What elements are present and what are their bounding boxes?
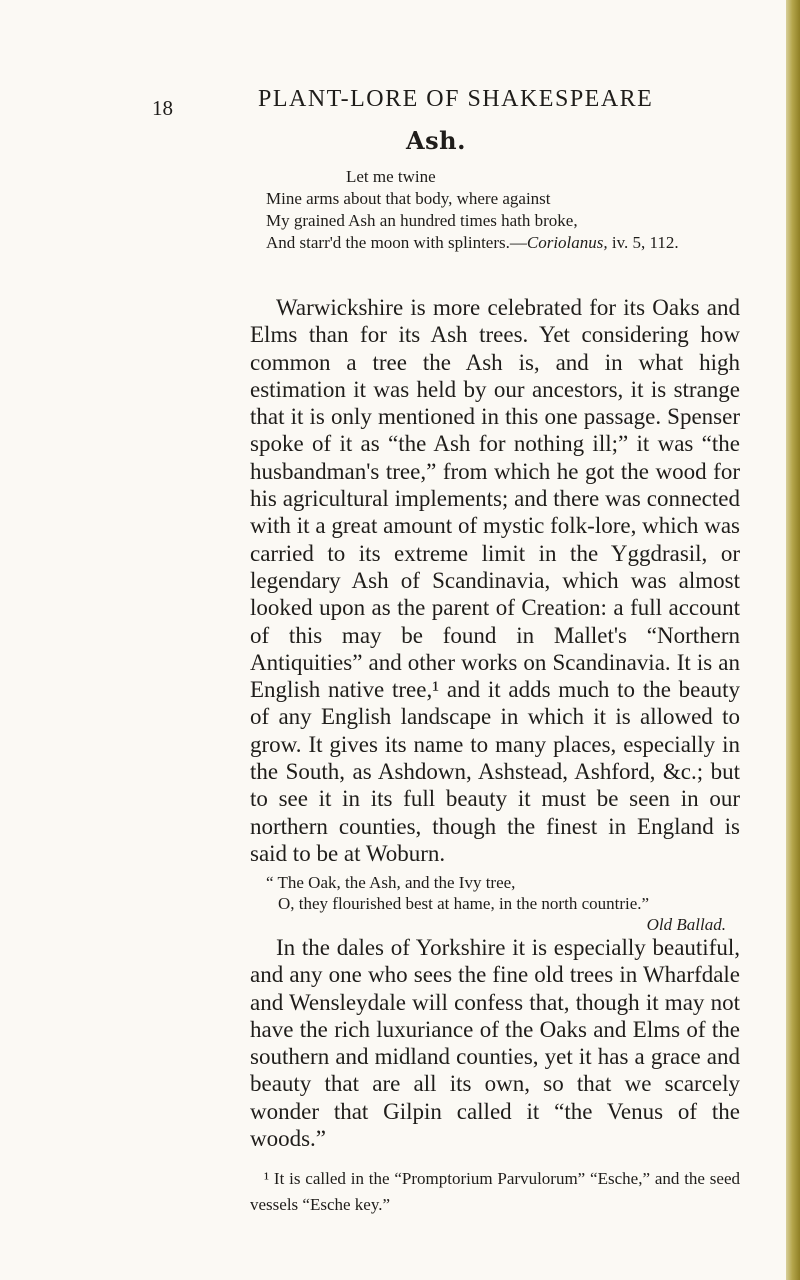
ballad-line: O, they flourished best at hame, in the north countrie.” [278, 894, 650, 913]
ballad-source: Old Ballad. [646, 915, 726, 934]
epigraph [266, 166, 679, 254]
epigraph-citation-ref: iv. 5, 112. [611, 233, 679, 252]
footnote: ¹ It is called in the “Promptorium Parvulorum” “Esche,” and the seed vessels “Esche key.” [250, 1169, 740, 1214]
epigraph-line: Let me twine [346, 167, 436, 186]
paragraph-1: Warwickshire is more celebrated for its Oaks and Elms than for its Ash trees. Yet considering how common a tree the Ash is, and in what high estimation it was held by our ancestors, it is strange that it is only mentioned in this one passage. Spenser spoke of it as “the Ash for nothing ill;” it was “the husbandman's tree,” from which he got the wood for his agricultural implements; and there was connected with it a great amount of mystic folk-lore, which was carried to its extreme limit in the Yggdrasil, or legendary Ash of Scandinavia, which was almost looked upon as the parent of Creation: a full account of this may be found in Mallet's “Northern Antiquities” and other works on Scandinavia. It is an English native tree,¹ and it adds much to the beauty of any English landscape in which it is allowed to grow. It gives its name to many places, especially in the South, as Ashdown, Ashstead, Ashford, &c.; but to see it in its full beauty it must be seen in our northern counties, though the finest in England is said to be at Woburn. [250, 295, 740, 866]
epigraph-line: Mine arms about that body, where against [266, 189, 551, 208]
section-title: Ash. [406, 126, 466, 155]
running-head: PLANT-LORE OF SHAKESPEARE [258, 86, 654, 112]
paragraph-2: In the dales of Yorkshire it is especially beautiful, and any one who sees the fine old trees in Wharfdale and Wensleydale will confess that, though it may not have the rich luxuriance of the Oaks and Elms of the southern and midland counties, yet it has a grace and beauty that are all its own, so that we scarcely wonder that Gilpin called it “the Venus of the woods.” [250, 935, 740, 1152]
page-number: 18 [152, 96, 173, 120]
epigraph-line-last [266, 232, 679, 254]
epigraph-line: My grained Ash an hundred times hath broke, [266, 211, 578, 230]
epigraph-citation-work: Coriolanus, [526, 233, 608, 252]
ballad-line: “ The Oak, the Ash, and the Ivy tree, [266, 873, 516, 892]
page-edge [786, 0, 800, 1280]
ballad-quote [266, 872, 736, 935]
epigraph-line: And starr'd the moon with splinters.— [266, 233, 527, 252]
